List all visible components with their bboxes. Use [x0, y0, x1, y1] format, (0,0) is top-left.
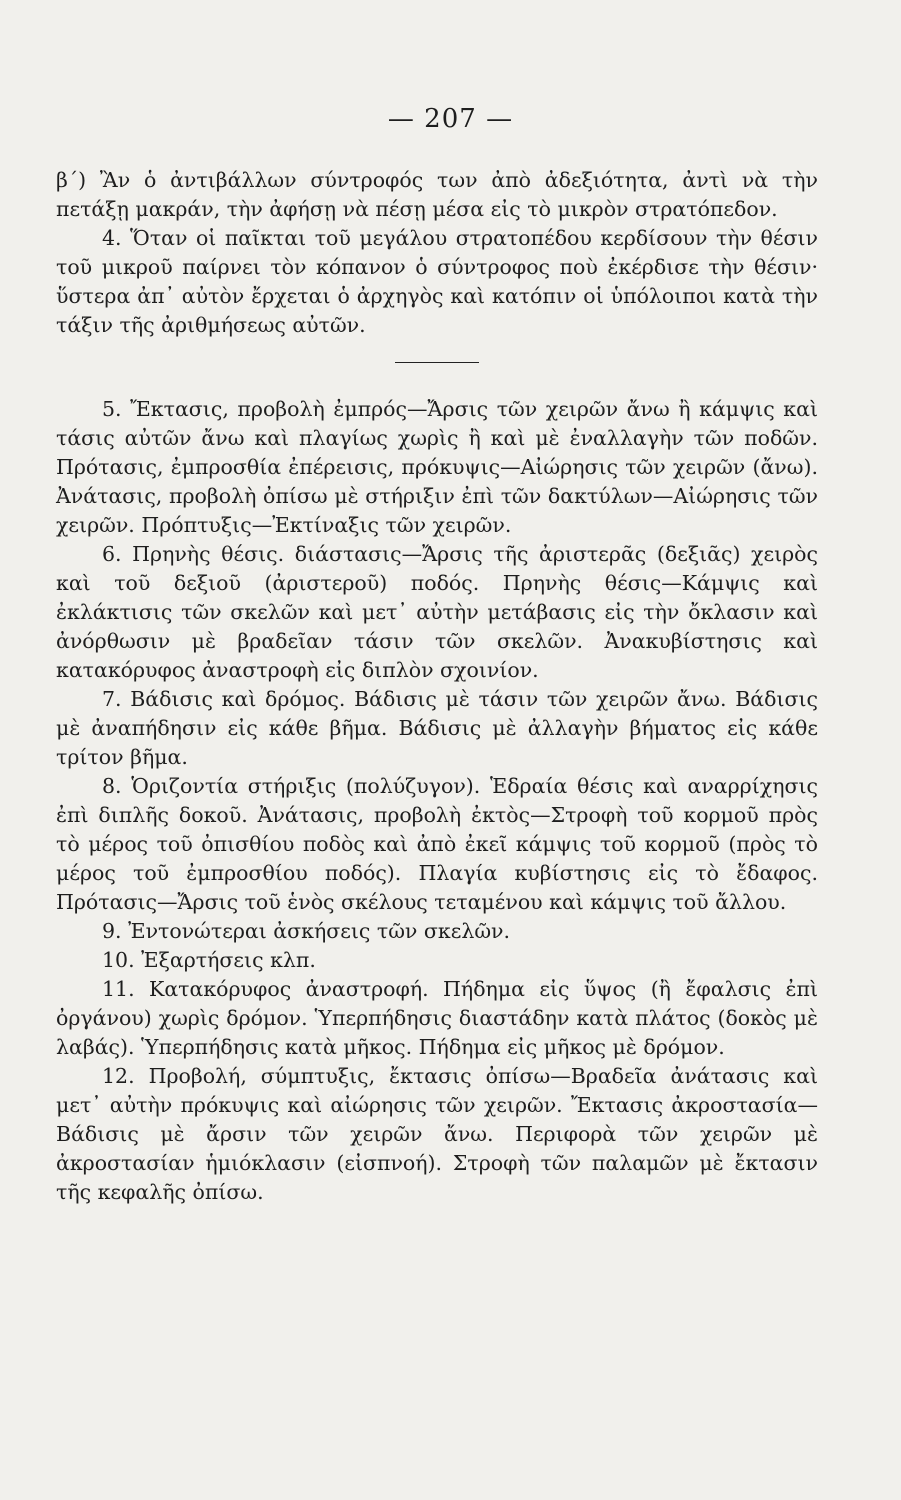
paragraph-9: 9. Ἐντονώτεραι ἀσκήσεις τῶν σκελῶν. [102, 919, 511, 943]
paragraph-10: 10. Ἐξαρτήσεις κλπ. [102, 948, 316, 972]
page-body [56, 166, 818, 1207]
paragraph-b: β΄) Ἂν ὁ ἀντιβάλλων σύντροφός των ἀπὸ ἀδεξιότητα, ἀντὶ νὰ τὴν πετάξῃ μακράν, τὴν ἀφήσῃ νὰ πέσῃ μέσα εἰς τὸ μικρὸν στρατόπεδον. [56, 168, 818, 221]
paragraph-7: 7. Βάδισις καὶ δρόμος. Βάδισις μὲ τάσιν τῶν χειρῶν ἄνω. Βάδισις μὲ ἀναπήδησιν εἰς κάθε βῆμα. Βάδισις μὲ ἀλλαγὴν βήματος εἰς κάθε τρίτον βῆμα. [56, 687, 818, 769]
page-number: — 207 — [387, 104, 514, 134]
paragraph-11: 11. Κατακόρυφος ἀναστροφή. Πήδημα εἰς ὕψος (ἢ ἔφαλσις ἐπὶ ὀργάνου) χωρὶς δρόμον. Ὑπερπήδησις διαστάδην κατὰ πλάτος (δοκὸς μὲ λαβάς). Ὑπερπήδησις κατὰ μῆκος. Πήδημα εἰς μῆκος μὲ δρόμον. [56, 977, 818, 1059]
section-divider [395, 362, 479, 363]
paragraph-8: 8. Ὁριζοντία στήριξις (πολύζυγον). Ἑδραία θέσις καὶ αναρρίχησις ἐπὶ διπλῆς δοκοῦ. Ἀνάτασις, προβολὴ ἐκτὸς—Στροφὴ τοῦ κορμοῦ πρὸς τὸ μέρος τοῦ ὀπισθίου ποδὸς καὶ ἀπὸ ἐκεῖ κάμψις τοῦ κορμοῦ (πρὸς τὸ μέρος τοῦ ἐμπροσθίου ποδός). Πλαγία κυβίστησις εἰς τὸ ἔδαφος. Πρότασις—Ἄρσις τοῦ ἑνὸς σκέλους τεταμένου καὶ κάμψις τοῦ ἄλλου. [56, 774, 818, 914]
paragraph-5: 5. Ἔκτασις, προβολὴ ἐμπρός—Ἄρσις τῶν χειρῶν ἄνω ἢ κάμψις καὶ τάσις αὐτῶν ἄνω καὶ πλαγίως χωρὶς ἢ καὶ μὲ ἐναλλαγὴν τῶν ποδῶν. Πρότασις, ἐμπροσθία ἐπέρεισις, πρόκυψις—Αἰώρησις τῶν χειρῶν (ἄνω). Ἀνάτασις, προβολὴ ὀπίσω μὲ στήριξιν ἐπὶ τῶν δακτύλων—Αἰώρησις τῶν χειρῶν. Πρόπτυξις—Ἐκτίναξις τῶν χειρῶν. [56, 397, 818, 537]
paragraph-6: 6. Πρηνὴς θέσις. διάστασις—Ἄρσις τῆς ἀριστερᾶς (δεξιᾶς) χειρὸς καὶ τοῦ δεξιοῦ (ἀριστεροῦ) ποδός. Πρηνὴς θέσις—Κάμψις καὶ ἐκλάκτισις τῶν σκελῶν καὶ μετ᾽ αὐτὴν μετάβασις εἰς τὴν ὄκλασιν καὶ ἀνόρθωσιν μὲ βραδεῖαν τάσιν τῶν σκελῶν. Ἀνακυβίστησις καὶ κατακόρυφος ἀναστροφὴ εἰς διπλὸν σχοινίον. [56, 542, 818, 682]
paragraph-4: 4. Ὅταν οἱ παῖκται τοῦ μεγάλου στρατοπέδου κερδίσουν τὴν θέσιν τοῦ μικροῦ παίρνει τὸν κόπανον ὁ σύντροφος ποὺ ἐκέρδισε τὴν θέσιν· ὕστερα ἀπ᾽ αὐτὸν ἔρχεται ὁ ἀρχηγὸς καὶ κατόπιν οἱ ὑπόλοιποι κατὰ τὴν τάξιν τῆς ἀριθμήσεως αὐτῶν. [56, 226, 818, 337]
paragraph-12: 12. Προβολή, σύμπτυξις, ἔκτασις ὀπίσω—Βραδεῖα ἀνάτασις καὶ μετ᾽ αὐτὴν πρόκυψις καὶ αἰώρησις τῶν χειρῶν. Ἔκτασις ἀκροστασία—Βάδισις μὲ ἄρσιν τῶν χειρῶν ἄνω. Περιφορὰ τῶν χειρῶν μὲ ἀκροστασίαν ἡμιόκλασιν (εἰσπνοή). Στροφὴ τῶν παλαμῶν μὲ ἔκτασιν τῆς κεφαλῆς ὀπίσω. [56, 1064, 818, 1204]
